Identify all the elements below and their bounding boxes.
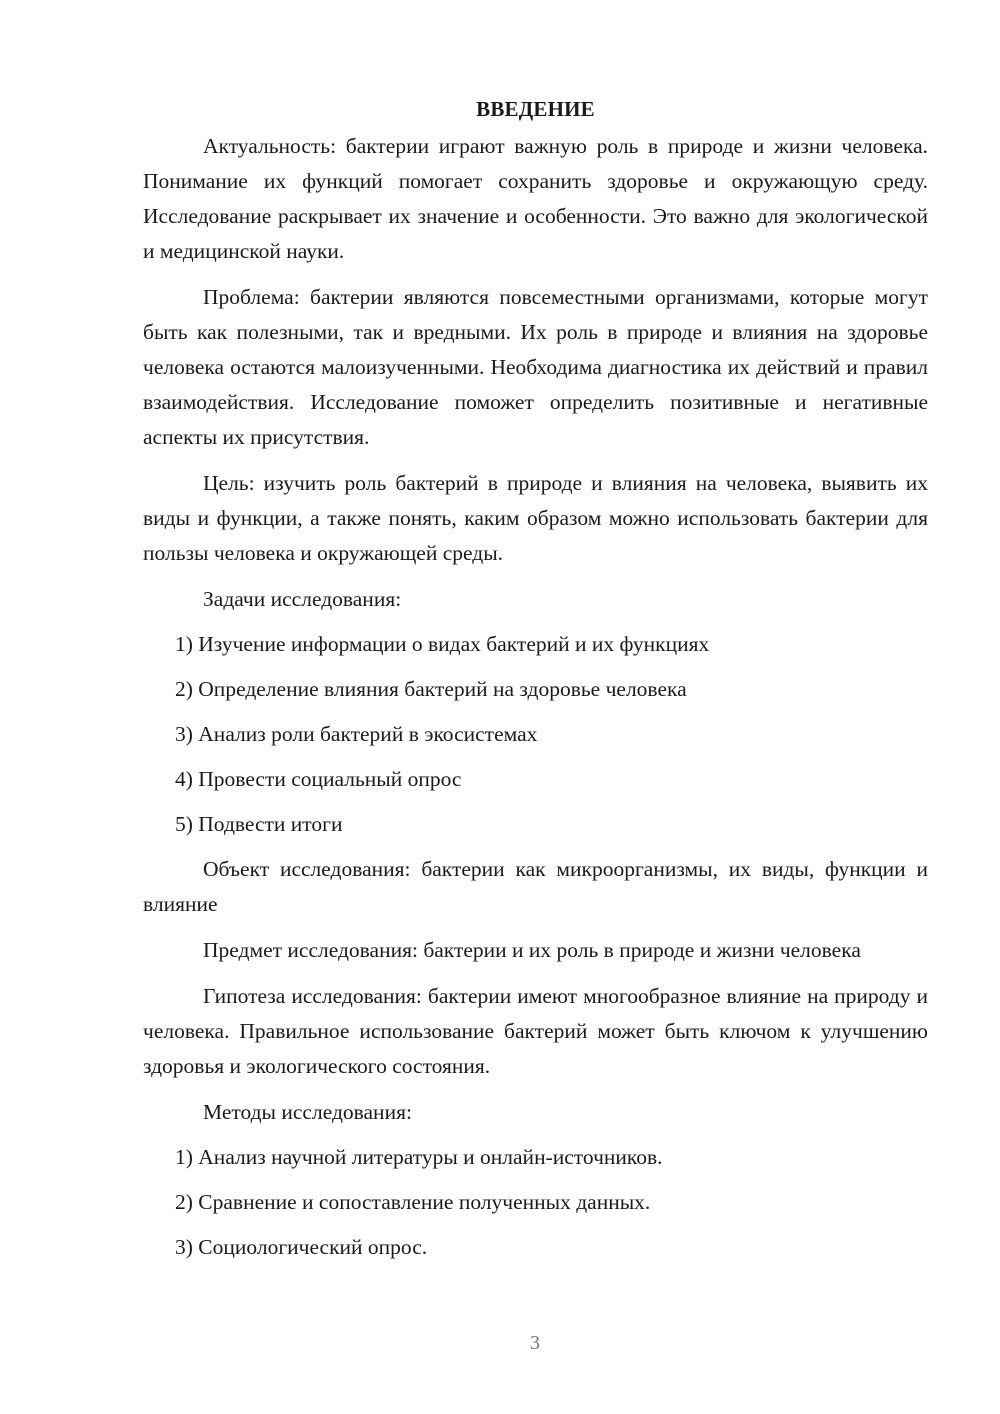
page-title: ВВЕДЕНИЕ	[476, 97, 595, 121]
document-body	[143, 92, 928, 1275]
list-item: 2) Сравнение и сопоставление полученных данных.	[175, 1190, 651, 1214]
tasks-label: Задачи исследования:	[203, 587, 402, 611]
list-item: 1) Изучение информации о видах бактерий и их функциях	[175, 632, 710, 656]
tasks-list	[143, 627, 928, 842]
page-number: 3	[530, 1332, 540, 1354]
methods-label: Методы исследования:	[203, 1100, 412, 1124]
list-item: 2) Определение влияния бактерий на здоровье человека	[175, 677, 687, 701]
object-paragraph: Объект исследования: бактерии как микроорганизмы, их виды, функции и влияние	[143, 857, 928, 916]
hypothesis-paragraph: Гипотеза исследования: бактерии имеют многообразное влияние на природу и человека. Правильное использование бактерий может быть ключом к улучшению здоровья и экологического состояния.	[143, 984, 928, 1078]
goal-paragraph: Цель: изучить роль бактерий в природе и влияния на человека, выявить их виды и функции, а также понять, каким образом можно использовать бактерии для пользы человека и окружающей среды.	[143, 471, 928, 565]
list-item: 1) Анализ научной литературы и онлайн-источников.	[175, 1145, 663, 1169]
methods-list	[143, 1140, 928, 1265]
list-item: 4) Провести социальный опрос	[175, 767, 462, 791]
problem-paragraph: Проблема: бактерии являются повсеместными организмами, которые могут быть как полезными, так и вредными. Их роль в природе и влияния на здоровье человека остаются малоизученными. Необходима диагностика их действий и правил взаимодействия. Исследование поможет определить позитивные и негативные аспекты их присутствия.	[143, 285, 928, 449]
list-item: 3) Анализ роли бактерий в экосистемах	[175, 722, 538, 746]
relevance-paragraph: Актуальность: бактерии играют важную роль в природе и жизни человека. Понимание их функций помогает сохранить здоровье и окружающую среду. Исследование раскрывает их значение и особенности. Это важно для экологической и медицинской науки.	[143, 134, 928, 263]
list-item: 5) Подвести итоги	[175, 812, 343, 836]
subject-paragraph: Предмет исследования: бактерии и их роль в природе и жизни человека	[203, 938, 861, 962]
list-item: 3) Социологический опрос.	[175, 1235, 428, 1259]
